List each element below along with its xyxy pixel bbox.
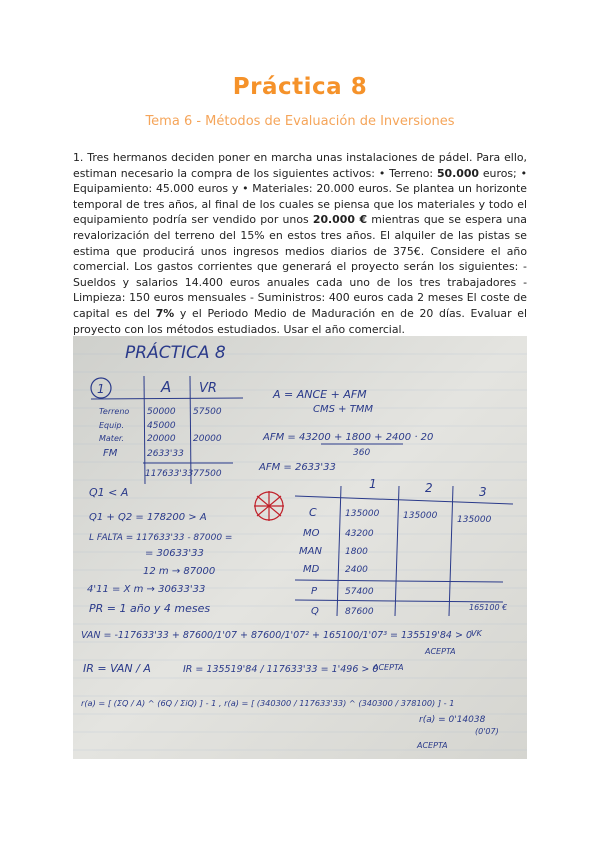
hw-row-man: MAN xyxy=(299,546,322,557)
hw-row-mo: MO xyxy=(303,528,320,539)
hw-payback: PR = 1 año y 4 meses xyxy=(89,602,211,615)
statement-bold-3: 7% xyxy=(155,306,175,320)
hw-r-result: r(a) = 0'14038 xyxy=(419,715,486,725)
statement-bold-1: 50.000 xyxy=(436,166,479,180)
hw-acepta-2: ACEPTA xyxy=(373,663,404,672)
hw-md-1: 2400 xyxy=(345,565,368,575)
hw-eq-afm-result: AFM = 2633'33 xyxy=(259,462,336,473)
hw-fm-val: 2633'33 xyxy=(147,449,184,459)
hw-acepta-1: ACEPTA xyxy=(425,647,456,656)
hw-terreno-a: 50000 xyxy=(147,407,176,417)
hw-vk: VK xyxy=(471,629,482,638)
hw-eq-afm: AFM = 43200 + 1800 + 2400 · 20 xyxy=(263,432,434,443)
statement-bold-2: 20.000 € xyxy=(312,213,368,227)
hw-eq-afm-den: 360 xyxy=(353,448,371,458)
hw-mo-1: 43200 xyxy=(345,529,374,539)
hw-ir-calc: IR = 135519'84 / 117633'33 = 1'496 > 0 xyxy=(183,664,379,675)
page-title: Práctica 8 xyxy=(232,74,368,100)
hw-terreno-vr: 57500 xyxy=(193,407,222,417)
hw-p-1: 57400 xyxy=(345,587,374,597)
hw-col-a: A xyxy=(161,378,172,396)
statement-part-1: 1. Tres hermanos deciden poner en marcha unas instalaciones de pádel. Para ello, estiman necesario la compra de los siguientes activos: • Terreno: xyxy=(73,151,527,180)
hw-year-1: 1 xyxy=(369,477,377,491)
hw-row-c: C xyxy=(309,506,317,519)
hw-item-number: 1 xyxy=(97,382,105,396)
hw-heading: PRÁCTICA 8 xyxy=(125,343,226,363)
hw-q-1: 87600 xyxy=(345,607,374,617)
hw-row-p: P xyxy=(311,586,318,597)
hw-total-vr: 77500 xyxy=(193,469,222,479)
statement-part-4: y el Periodo Medio de Maduración en de 20 días. Evaluar el proyecto con los métodos estudiados. Usar el año comercial. xyxy=(73,306,528,336)
hw-row-terreno: Terreno xyxy=(99,407,130,416)
hw-eq-a: A = ANCE + AFM xyxy=(273,388,367,401)
hw-c-2: 135000 xyxy=(403,511,438,521)
hw-q-extra: 165100 € xyxy=(469,603,508,612)
hw-twelve-months: 12 m → 87000 xyxy=(143,566,216,577)
statement-part-2: euros; • Equipamiento: 45.000 euros y • Materiales: 20.000 euros. Se plantea un horizonte temporal de tres años, al final de los cuales se piensa que los materiales y todo el equipamiento podría ser vendido por unos xyxy=(73,166,527,227)
hw-row-equip: Equip. xyxy=(99,421,125,430)
hw-mat-vr: 20000 xyxy=(193,434,222,444)
statement-part-3: mientras que se espera una revalorización del terreno del 15% en estos tres años. El alquiler de las pistas se estima que producirá unos ingresos medios diarios de 375€. Considere el año comercial. Los gastos corrientes que generará el proyecto serán los siguientes: - Sueldos y salarios 14.400 euros anuales cada uno de los tres trabajadores - Limpieza: 150 euros mensuales - Suministros: 400 euros cada 2 meses El coste de capital es del xyxy=(73,213,527,320)
page-subtitle: Tema 6 - Métodos de Evaluación de Inversiones xyxy=(145,114,455,129)
hw-r-formula: r(a) = [ (ΣQ / A) ^ (6Q / ΣiQ) ] - 1 , r(a) = [ (340300 / 117633'33) ^ (340300 / 378100) ] - 1 xyxy=(81,698,455,708)
hw-equip-a: 45000 xyxy=(147,421,176,431)
hw-q-lt-a: Q1 < A xyxy=(89,486,129,499)
hw-year-2: 2 xyxy=(425,481,433,495)
hw-row-md: MD xyxy=(303,564,320,575)
hw-acepta-3: ACEPTA xyxy=(417,741,448,750)
hw-row-fm: FM xyxy=(103,448,118,459)
hw-ir-label: IR = VAN / A xyxy=(83,662,151,675)
handwritten-solution-photo xyxy=(73,336,527,759)
hw-l-val: = 30633'33 xyxy=(145,548,204,559)
hw-row-q: Q xyxy=(311,606,319,617)
hw-l-falta: L FALTA = 117633'33 - 87000 = xyxy=(89,533,233,543)
hw-man-1: 1800 xyxy=(345,547,368,557)
hw-col-vr: VR xyxy=(199,381,217,396)
problem-statement xyxy=(73,150,527,337)
hw-q-sum: Q1 + Q2 = 178200 > A xyxy=(89,512,207,523)
hw-total-a: 117633'33 xyxy=(145,469,194,479)
hw-mat-a: 20000 xyxy=(147,434,176,444)
hw-eq-cms: CMS + TMM xyxy=(313,404,374,415)
hw-year-3: 3 xyxy=(479,485,487,499)
hw-c-1: 135000 xyxy=(345,509,380,519)
hw-van: VAN = -117633'33 + 87600/1'07 + 87600/1'07² + 165100/1'07³ = 135519'84 > 0 xyxy=(81,630,473,641)
hw-c-3: 135000 xyxy=(457,515,492,525)
hw-row-mat: Mater. xyxy=(99,434,124,443)
hw-x-months: 4'11 = X m → 30633'33 xyxy=(87,584,206,595)
hw-r-compare: (0'07) xyxy=(475,727,499,736)
